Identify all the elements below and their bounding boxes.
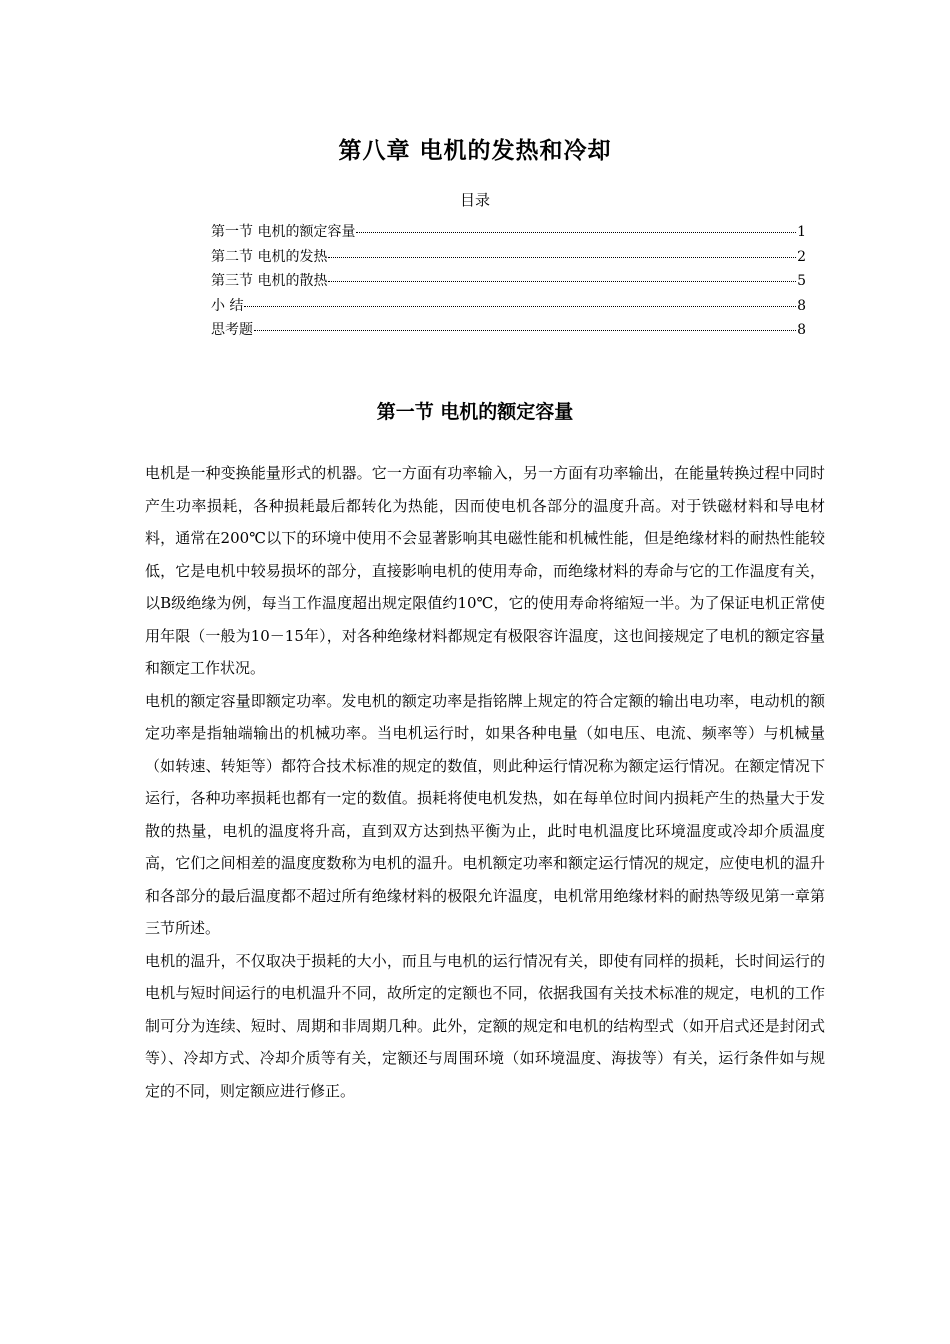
toc-entry-label: 小 结 (211, 297, 244, 314)
toc-entry-label: 第三节 电机的散热 (211, 273, 328, 289)
toc-entry-label: 第一节 电机的额定容量 (211, 224, 356, 240)
toc-entry[interactable] (211, 246, 806, 271)
toc-entry-page: 8 (797, 322, 806, 338)
chapter-title: 第八章 电机的发热和冷却 (338, 137, 612, 164)
section-body (145, 457, 825, 1107)
toc-leader-dots (356, 232, 796, 233)
toc-entry[interactable] (211, 270, 806, 295)
table-of-contents (211, 221, 806, 344)
body-paragraph: 电机的额定容量即额定功率。发电机的额定功率是指铭牌上规定的符合定额的输出电功率，电动机的额定功率是指轴端输出的机械功率。当电机运行时，如果各种电量（如电压、电流、频率等）与机械量（如转速、转矩等）都符合技术标准的规定的数值，则此种运行情况称为额定运行情况。在额定情况下运行，各种功率损耗也都有一定的数值。损耗将使电机发热，如在每单位时间内损耗产生的热量大于发散的热量，电机的温度将升高，直到双方达到热平衡为止，此时电机温度比环境温度或冷却介质温度高，它们之间相差的温度度数称为电机的温升。电机额定功率和额定运行情况的规定，应使电机的温升和各部分的最后温度都不超过所有绝缘材料的极限允许温度，电机常用绝缘材料的耐热等级见第一章第三节所述。 (145, 691, 825, 937)
section-title: 第一节 电机的额定容量 (376, 401, 574, 423)
toc-entry[interactable] (211, 295, 806, 320)
toc-entry-label: 思考题 (211, 322, 253, 338)
toc-entry[interactable] (211, 319, 806, 344)
toc-entry-page: 1 (797, 224, 806, 240)
toc-leader-dots (328, 257, 796, 258)
body-paragraph: 电机的温升，不仅取决于损耗的大小，而且与电机的运行情况有关，即使有同样的损耗，长时间运行的电机与短时间运行的电机温升不同，故所定的定额也不同，依据我国有关技术标准的规定，电机的工作制可分为连续、短时、周期和非周期几种。此外，定额的规定和电机的结构型式（如开启式还是封闭式等）、冷却方式、冷却介质等有关，定额还与周围环境（如环境温度、海拔等）有关，运行条件如与规定的不同，则定额应进行修正。 (145, 951, 825, 1100)
toc-leader-dots (254, 330, 796, 331)
toc-entry-label: 第二节 电机的发热 (211, 248, 328, 265)
body-paragraph: 电机是一种变换能量形式的机器。它一方面有功率输入，另一方面有功率输出，在能量转换过程中同时产生功率损耗，各种损耗最后都转化为热能，因而使电机各部分的温度升高。对于铁磁材料和导电材料，通常在200℃以下的环境中使用不会显著影响其电磁性能和机械性能，但是绝缘材料的耐热性能较低，它是电机中较易损坏的部分，直接影响电机的使用寿命，而绝缘材料的寿命与它的工作温度有关，以B级绝缘为例，每当工作温度超出规定限值约10℃，它的使用寿命将缩短一半。为了保证电机正常使用年限（一般为10－15年），对各种绝缘材料都规定有极限容许温度，这也间接规定了电机的额定容量和额定工作状况。 (145, 464, 825, 677)
toc-entry-page: 5 (797, 273, 806, 289)
toc-leader-dots (328, 281, 796, 282)
toc-entry-page: 8 (797, 297, 806, 314)
toc-entry[interactable] (211, 221, 806, 246)
toc-entry-page: 2 (797, 248, 806, 265)
toc-leader-dots (244, 306, 796, 307)
toc-heading: 目录 (459, 191, 490, 209)
